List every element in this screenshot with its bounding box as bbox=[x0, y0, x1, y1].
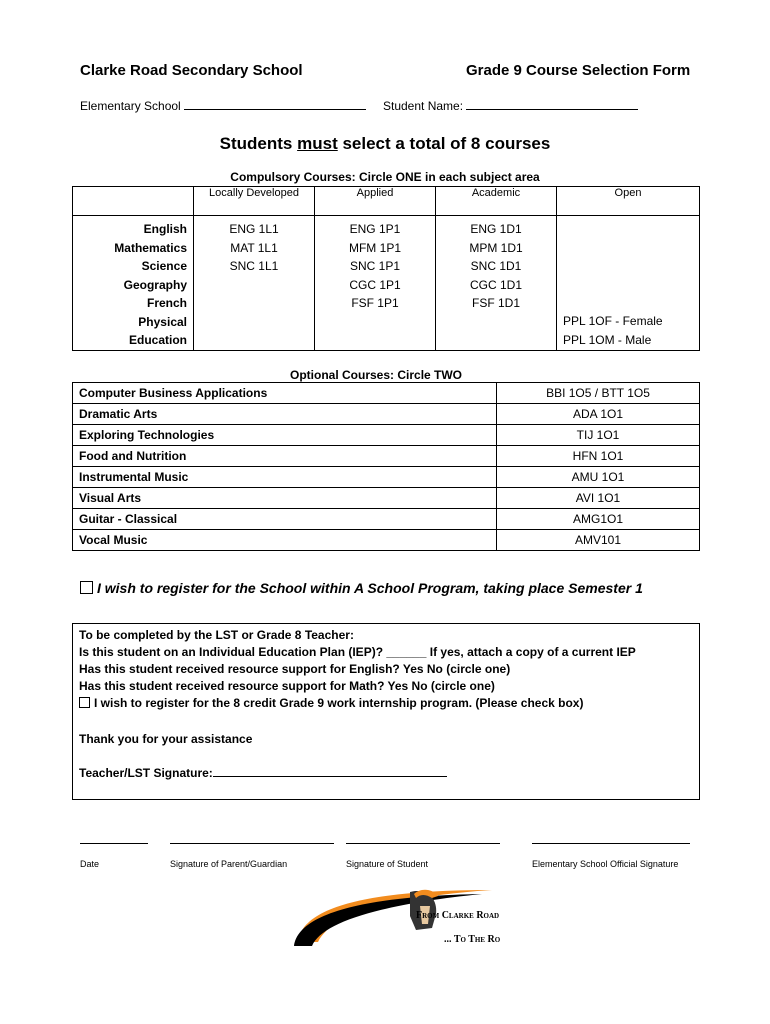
logo-text-line1: From Clarke Road bbox=[416, 910, 500, 921]
page-title: Students must select a total of 8 courses bbox=[219, 134, 551, 153]
teacher-section bbox=[72, 623, 700, 800]
course-mpm-1d1[interactable]: MPM 1D1 bbox=[469, 240, 523, 255]
checkbox-icon[interactable] bbox=[80, 581, 93, 594]
student-signature-label: Signature of Student bbox=[346, 859, 429, 869]
course-eng-1l1[interactable]: ENG 1L1 bbox=[229, 222, 279, 236]
subject-physical-education: Physical Education bbox=[128, 314, 187, 347]
optional-course-code[interactable]: ADA 1O1 bbox=[497, 404, 700, 425]
subject-english: English bbox=[143, 222, 187, 236]
compulsory-heading: Compulsory Courses: Circle ONE in each subject area bbox=[230, 170, 540, 184]
table-row bbox=[73, 530, 700, 551]
course-fsf-1d1[interactable]: FSF 1D1 bbox=[471, 296, 520, 310]
table-row bbox=[73, 467, 700, 488]
optional-course-name: Dramatic Arts bbox=[73, 404, 497, 425]
optional-course-name: Computer Business Applications bbox=[73, 383, 497, 404]
math-support-question[interactable]: Has this student received resource support for Math? Yes No (circle one) bbox=[79, 679, 495, 693]
table-row bbox=[73, 509, 700, 530]
school-within-label: I wish to register for the School within A School Program, taking place Semester 1 bbox=[97, 580, 643, 596]
course-cgc-1d1[interactable]: CGC 1D1 bbox=[469, 277, 522, 292]
course-cgc-1p1[interactable]: CGC 1P1 bbox=[349, 277, 401, 292]
table-row bbox=[73, 425, 700, 446]
course-snc-1d1[interactable]: SNC 1D1 bbox=[470, 259, 522, 273]
parent-signature-label: Signature of Parent/Guardian bbox=[170, 859, 288, 869]
optional-course-code[interactable]: TIJ 1O1 bbox=[497, 425, 700, 446]
optional-course-code[interactable]: AMU 1O1 bbox=[497, 467, 700, 488]
col-academic: Academic bbox=[436, 187, 557, 216]
optional-course-code[interactable]: HFN 1O1 bbox=[497, 446, 700, 467]
teacher-signature-label: Teacher/LST Signature: bbox=[79, 766, 213, 780]
optional-course-code[interactable]: BBI 1O5 / BTT 1O5 bbox=[497, 383, 700, 404]
optional-course-code[interactable]: AMG1O1 bbox=[497, 509, 700, 530]
school-name: Clarke Road Secondary School bbox=[80, 62, 303, 79]
subject-mathematics: Mathematics bbox=[114, 240, 187, 255]
optional-course-code[interactable]: AMV101 bbox=[497, 530, 700, 551]
col-locally-developed: Locally Developed bbox=[194, 187, 315, 216]
course-mat-1l1[interactable]: MAT 1L1 bbox=[230, 240, 278, 255]
internship-option[interactable] bbox=[79, 696, 583, 710]
school-logo bbox=[292, 884, 512, 950]
date-label: Date bbox=[80, 859, 100, 869]
student-signature-line[interactable] bbox=[346, 835, 500, 844]
table-row bbox=[73, 404, 700, 425]
date-line[interactable] bbox=[80, 835, 148, 844]
iep-question[interactable]: Is this student on an Individual Education Plan (IEP)? ______ If yes, attach a copy of a current IEP bbox=[79, 645, 636, 659]
optional-course-name: Guitar - Classical bbox=[73, 509, 497, 530]
course-fsf-1p1[interactable]: FSF 1P1 bbox=[351, 296, 399, 310]
logo-text-line2: ... To The Ro bbox=[444, 934, 501, 945]
official-signature-line[interactable] bbox=[532, 835, 690, 844]
subject-geography: Geography bbox=[123, 277, 187, 292]
form-title: Grade 9 Course Selection Form bbox=[466, 62, 691, 79]
internship-label: I wish to register for the 8 credit Grade 9 work internship program. (Please check box) bbox=[94, 696, 584, 710]
official-signature-label: Elementary School Official Signature bbox=[532, 859, 679, 869]
col-open: Open bbox=[557, 187, 700, 216]
col-applied: Applied bbox=[315, 187, 436, 216]
optional-table bbox=[72, 382, 700, 551]
elementary-school-field[interactable] bbox=[80, 99, 366, 113]
optional-course-name: Exploring Technologies bbox=[73, 425, 497, 446]
table-row bbox=[73, 488, 700, 509]
optional-course-code[interactable]: AVI 1O1 bbox=[497, 488, 700, 509]
course-ppl-1om[interactable]: PPL 1OM - Male bbox=[563, 332, 652, 347]
optional-course-name: Food and Nutrition bbox=[73, 446, 497, 467]
optional-heading: Optional Courses: Circle TWO bbox=[290, 368, 463, 382]
course-ppl-1of[interactable]: PPL 1OF - Female bbox=[563, 314, 663, 328]
school-within-option[interactable] bbox=[80, 580, 643, 596]
parent-signature-line[interactable] bbox=[170, 835, 334, 844]
optional-course-name: Instrumental Music bbox=[73, 467, 497, 488]
course-eng-1d1[interactable]: ENG 1D1 bbox=[470, 222, 522, 236]
student-name-label: Student Name: bbox=[383, 99, 464, 113]
table-row bbox=[73, 383, 700, 404]
elementary-school-label: Elementary School bbox=[80, 99, 181, 113]
english-support-question[interactable]: Has this student received resource support for English? Yes No (circle one) bbox=[79, 662, 511, 676]
checkbox-icon[interactable] bbox=[79, 697, 90, 708]
course-snc-1p1[interactable]: SNC 1P1 bbox=[349, 259, 401, 273]
teacher-signature-field[interactable] bbox=[79, 766, 447, 780]
course-mfm-1p1[interactable]: MFM 1P1 bbox=[348, 240, 401, 255]
course-snc-1l1[interactable]: SNC 1L1 bbox=[229, 259, 279, 273]
course-eng-1p1[interactable]: ENG 1P1 bbox=[349, 222, 401, 236]
student-name-field[interactable] bbox=[383, 99, 638, 113]
table-row bbox=[73, 446, 700, 467]
optional-course-name: Vocal Music bbox=[73, 530, 497, 551]
optional-course-name: Visual Arts bbox=[73, 488, 497, 509]
thanks-text: Thank you for your assistance bbox=[79, 732, 253, 746]
subject-french: French bbox=[146, 296, 187, 310]
compulsory-table bbox=[72, 186, 700, 351]
teacher-box-heading: To be completed by the LST or Grade 8 Teacher: bbox=[79, 628, 354, 642]
subject-science: Science bbox=[141, 259, 187, 273]
